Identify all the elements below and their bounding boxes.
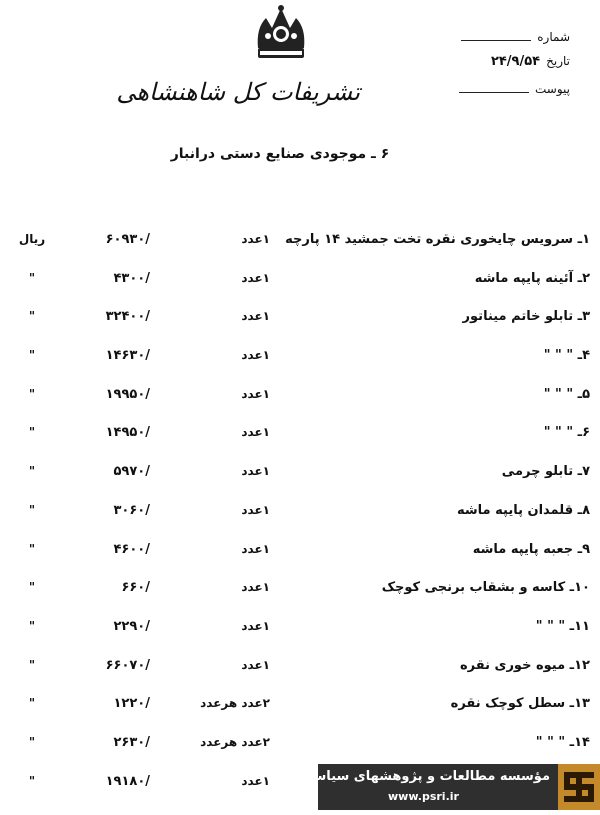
item-currency: " — [28, 386, 36, 401]
date-row — [459, 54, 570, 80]
list-item — [0, 658, 600, 697]
item-quantity: ۱عدد — [241, 657, 270, 672]
list-item — [0, 348, 600, 387]
item-quantity: ۱عدد — [241, 270, 270, 285]
items-list — [0, 232, 600, 812]
item-quantity: ۱عدد — [241, 541, 270, 556]
item-currency: " — [28, 348, 36, 363]
item-quantity: ۱عدد — [241, 464, 270, 479]
date-label: تاریخ — [546, 54, 570, 68]
list-item — [0, 387, 600, 426]
item-amount: ۶۶۰۷۰/ — [105, 657, 150, 673]
item-currency: " — [28, 773, 36, 788]
watermark — [300, 764, 600, 810]
item-amount: ۲۲۹۰/ — [113, 618, 150, 634]
item-currency: " — [28, 618, 36, 633]
watermark-url: www.psri.ir — [388, 790, 459, 803]
item-description: ۱ـ سرویس چایخوری نقره تخت جمشید ۱۴ پارچه — [285, 232, 590, 247]
item-description: ۱۰ـ کاسه و بشقاب برنجی کوچک — [381, 580, 590, 596]
item-currency: " — [28, 696, 36, 711]
item-description: ۶ـ " " " — [543, 425, 590, 441]
item-amount: ۱۴۶۳۰/ — [105, 348, 150, 364]
item-description: ۱۱ـ " " " — [535, 618, 590, 634]
item-description: ۷ـ تابلو چرمی — [501, 464, 590, 480]
item-amount: ۵۹۷۰/ — [113, 464, 150, 480]
list-item — [0, 619, 600, 658]
item-amount: ۱۹۱۸۰/ — [105, 773, 150, 789]
item-currency: " — [28, 464, 36, 479]
number-label: شماره — [537, 30, 570, 44]
item-amount: ۱۴۹۵۰/ — [105, 425, 150, 441]
item-currency: " — [28, 734, 36, 749]
item-quantity: ۱عدد — [241, 618, 270, 633]
item-description: ۸ـ قلمدان پایپه ماشه — [457, 502, 590, 518]
item-description: ۴ـ " " " — [543, 348, 590, 364]
item-amount: ۶۶۰/ — [121, 580, 150, 596]
item-amount: ۱۹۹۵۰/ — [105, 386, 150, 402]
item-amount: ۲۶۳۰/ — [113, 734, 150, 750]
item-quantity: ۱عدد — [241, 502, 270, 517]
item-amount: ۶۰۹۳۰/ — [105, 232, 150, 247]
item-quantity: ۲عدد هرعدد — [200, 734, 270, 749]
item-currency: " — [28, 502, 36, 517]
list-item — [0, 580, 600, 619]
item-currency: " — [28, 270, 36, 285]
item-quantity: ۱عدد — [241, 773, 270, 788]
list-item — [0, 464, 600, 503]
list-item — [0, 271, 600, 310]
item-description: ۱۳ـ سطل کوچک نقره — [450, 696, 590, 712]
crown-emblem-icon — [250, 4, 312, 64]
item-description: ۳ـ تابلو خاتم میناتور — [462, 309, 590, 325]
item-quantity: ۱عدد — [241, 232, 270, 246]
item-quantity: ۱عدد — [241, 348, 270, 363]
list-item — [0, 232, 600, 271]
document-heading: ۶ ـ موجودی صنایع دستی درانبار — [170, 146, 390, 162]
item-description: ۲ـ آئینه پایپه ماشه — [474, 270, 590, 286]
list-item — [0, 542, 600, 581]
item-amount: ۴۶۰۰/ — [113, 541, 150, 557]
item-currency: " — [28, 425, 36, 440]
list-item — [0, 696, 600, 735]
item-currency: ریال — [18, 232, 46, 246]
watermark-banner — [300, 764, 558, 810]
number-row — [459, 28, 570, 54]
item-currency: " — [28, 580, 36, 595]
item-quantity: ۱عدد — [241, 386, 270, 401]
item-description: ۹ـ جعبه پایپه ماشه — [472, 541, 590, 557]
item-quantity: ۱عدد — [241, 580, 270, 595]
item-currency: " — [28, 541, 36, 556]
document-meta — [459, 28, 570, 106]
item-amount: ۳۲۴۰۰/ — [105, 309, 150, 325]
date-value: ۲۴/۹/۵۴ — [490, 54, 541, 69]
attachment-line — [459, 80, 529, 93]
attachment-label: پیوست — [535, 82, 570, 96]
item-quantity: ۱عدد — [241, 425, 270, 440]
item-description: ۱۴ـ " " " — [535, 734, 590, 750]
watermark-name: مؤسسه مطالعات و پژوهشهای سیاسی — [300, 769, 550, 784]
number-line — [461, 28, 531, 41]
list-item — [0, 309, 600, 348]
item-amount: ۴۳۰۰/ — [113, 270, 150, 286]
attachment-row — [459, 80, 570, 106]
item-currency: " — [28, 657, 36, 672]
item-description: ۵ـ " " " — [543, 386, 590, 402]
institute-logo-icon — [558, 764, 600, 810]
item-description: ۱۲ـ میوه خوری نقره — [460, 657, 590, 673]
item-quantity: ۱عدد — [241, 309, 270, 324]
list-item — [0, 503, 600, 542]
item-amount: ۱۲۲۰/ — [113, 696, 150, 712]
list-item — [0, 425, 600, 464]
item-amount: ۳۰۶۰/ — [113, 502, 150, 518]
item-quantity: ۲عدد هرعدد — [200, 696, 270, 711]
item-currency: " — [28, 309, 36, 324]
org-title: تشریفات کل شاهنشاهی — [116, 78, 360, 106]
